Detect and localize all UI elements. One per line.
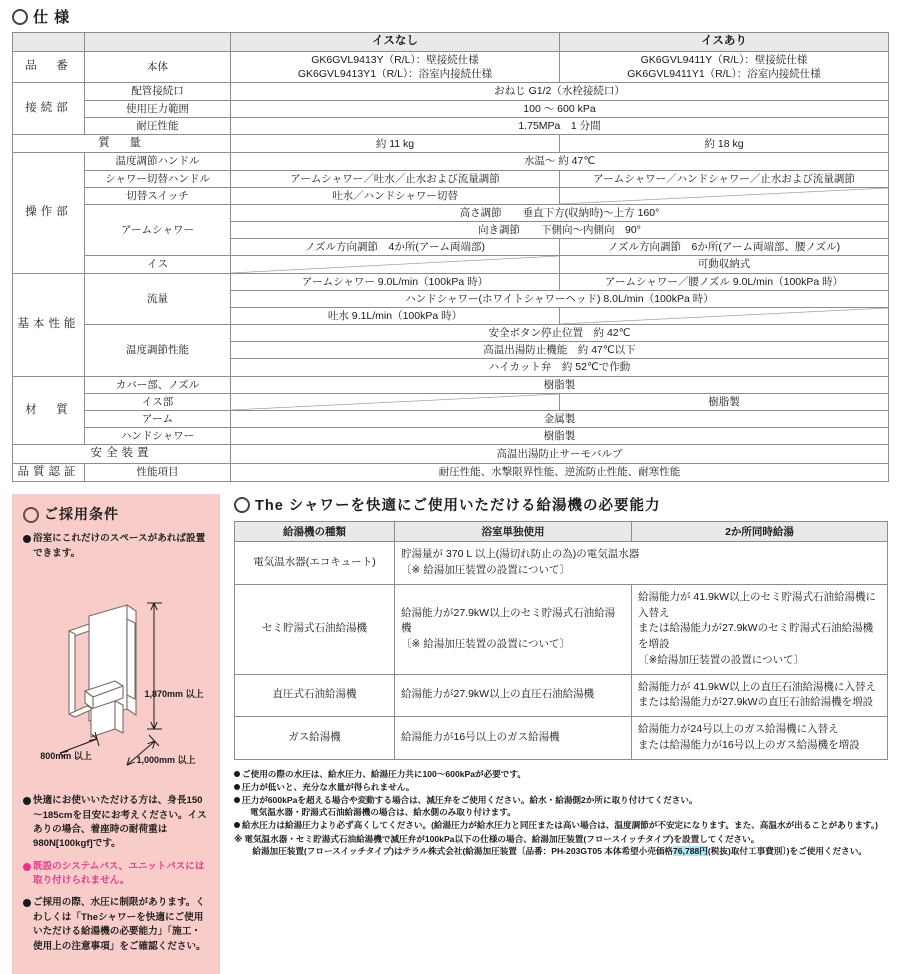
spec-row	[13, 393, 889, 410]
spec-value-both: 高さ調節 垂直下方(収納時)～上方 160°	[231, 204, 889, 221]
spec-row	[13, 204, 889, 221]
spec-header-blank2	[85, 33, 231, 52]
spec-major-label: 基本性能	[13, 273, 85, 376]
footnote-text: 圧力が600kPaを超える場合や変動する場合は、減圧弁をご使用ください。給水・給湯側2か所に取り付けてください。 電気温水器・貯湯式石油給湯機の場合は、給水側のみ取り付けます。	[242, 794, 888, 818]
bullet-icon	[234, 784, 240, 790]
spec-header-no-chair: イスなし	[231, 33, 560, 52]
spec-value-both: ハイカット弁 約 52℃で作動	[231, 359, 889, 376]
adoption-note-4	[23, 896, 209, 954]
capacity-section	[220, 494, 888, 858]
spec-table	[12, 32, 889, 482]
spec-minor-label: 切替スイッチ	[85, 187, 231, 204]
capacity-kind: ガス給湯機	[235, 717, 395, 760]
bottom-area	[0, 494, 900, 974]
bullet-icon-accent	[23, 863, 31, 871]
capacity-dual-use: 給湯能力が 41.9kW以上の直圧石油給湯機に入替え または給湯能力が27.9kWの直圧石油給湯機を増設	[632, 674, 888, 717]
spec-row	[13, 170, 889, 187]
spec-row	[13, 445, 889, 464]
capacity-row	[235, 717, 888, 760]
capacity-kind: 電気温水器(エコキュート)	[235, 542, 395, 585]
spec-value-no-chair: アームシャワー 9.0L/min（100kPa 時）	[231, 273, 560, 290]
footnote-item	[234, 833, 888, 857]
spec-value-with-chair: ノズル方向調節 6か所(アーム両端部、腰ノズル)	[560, 239, 889, 256]
dimension-depth: 1,000mm 以上	[136, 755, 196, 766]
footnote-subtext: 給湯加圧装置(フロースイッチタイプ)はテラル株式会社(給湯加圧装置〔品番：PH-203GT05 本体希望小売価格76,788円(税抜)取付工事費別〕)をご使用ください。	[252, 845, 867, 856]
spec-minor-label: シャワー切替ハンドル	[85, 170, 231, 187]
spec-major-label: 材 質	[13, 376, 85, 445]
spec-heading-label: 仕 様	[33, 9, 71, 26]
spec-value-with-chair: 樹脂製	[560, 393, 889, 410]
footnote-item	[234, 781, 888, 793]
capacity-dual-use: 給湯能力が24号以上のガス給湯機に入替え または給湯能力が16号以上のガス給湯機を増設	[632, 717, 888, 760]
spec-value-both: 向き調節 下側向～内側向 90°	[231, 222, 889, 239]
spec-value-both: 100 ～ 600 kPa	[231, 100, 889, 117]
installation-space-diagram	[23, 569, 209, 784]
spec-value-with-chair: アームシャワー／ハンドシャワー／止水および流量調節	[560, 170, 889, 187]
spec-value-with-chair: 約 18 kg	[560, 134, 889, 153]
spec-value-no-chair	[231, 256, 560, 273]
spec-row	[13, 376, 889, 393]
capacity-kind: セミ貯湯式石油給湯機	[235, 584, 395, 674]
capacity-single-use: 給湯能力が27.9kW以上の直圧石油給湯機	[395, 674, 632, 717]
footnote-text: 電気温水器・セミ貯湯式石油給湯機で減圧弁が100kPa以下の仕様の場合、給湯加圧装置(フロースイッチタイプ)を設置してください。 給湯加圧装置(フロースイッチタイプ)はテラル株式会社(給湯加圧装置〔品番：PH-203GT05 本体希望小売価格76,788円(税抜)取付工事費別〕)をご使用ください。	[244, 833, 888, 857]
bullet-icon	[234, 771, 240, 777]
double-circle-icon	[23, 507, 39, 523]
bullet-icon	[23, 535, 31, 543]
spec-value-both: 安全ボタン停止位置 約 42℃	[231, 325, 889, 342]
spec-value-no-chair: GK6GVL9413Y（R/L）：壁接続仕様 GK6GVL9413Y1（R/L）：浴室内接続仕様	[231, 52, 560, 83]
spec-row	[13, 463, 889, 482]
spec-minor-label: アーム	[85, 410, 231, 427]
spec-major-label: 接続部	[13, 83, 85, 135]
spec-minor-label: 使用圧力範囲	[85, 100, 231, 117]
capacity-col-dual: 2か所同時給湯	[632, 522, 888, 542]
spec-value-no-chair: アームシャワー／吐水／止水および流量調節	[231, 170, 560, 187]
dimension-height: 1,870mm 以上	[144, 689, 204, 700]
capacity-col-single: 浴室単独使用	[395, 522, 632, 542]
adoption-note-2	[23, 794, 209, 852]
spec-minor-label: 性能項目	[85, 463, 231, 482]
spec-value-both: 高温出湯防止サーモバルブ	[231, 445, 889, 464]
spec-row	[13, 117, 889, 134]
spec-value-both: 耐圧性能、水撃限界性能、逆流防止性能、耐寒性能	[231, 463, 889, 482]
spec-row	[13, 100, 889, 117]
spec-major-label: 操作部	[13, 153, 85, 273]
footnote-text: 給水圧力は給湯圧力より必ず高くしてください。(給湯圧力が給水圧力と同圧または高い場合は、温度調節が不安定になります。また、高温水が出ることがあります。)	[242, 820, 878, 831]
spec-value-no-chair: 約 11 kg	[231, 134, 560, 153]
spec-minor-label: 温度調節ハンドル	[85, 153, 231, 170]
spec-minor-label: 配管接続口	[85, 83, 231, 100]
capacity-row	[235, 542, 888, 585]
capacity-single-use: 給湯能力が16号以上のガス給湯機	[395, 717, 632, 760]
capacity-heading-label: The シャワーを快適にご使用いただける給湯機の必要能力	[255, 498, 661, 515]
spec-value-both: 樹脂製	[231, 376, 889, 393]
spec-minor-label: カバー部、ノズル	[85, 376, 231, 393]
spec-major-label: 安全装置	[13, 445, 231, 464]
spec-header-with-chair: イスあり	[560, 33, 889, 52]
spec-row	[13, 83, 889, 100]
spec-heading	[12, 6, 888, 27]
bullet-icon	[23, 899, 31, 907]
spec-value-with-chair	[560, 307, 889, 324]
spec-row	[13, 428, 889, 445]
capacity-body	[235, 542, 888, 759]
spec-minor-label: アームシャワー	[85, 204, 231, 256]
footnote-text: ご使用の際の水圧は、給水圧力、給湯圧力共に100～600kPaが必要です。	[242, 768, 526, 779]
spec-value-both: 金属製	[231, 410, 889, 427]
capacity-row	[235, 584, 888, 674]
capacity-table	[234, 521, 888, 759]
spec-row	[13, 153, 889, 170]
spec-value-no-chair: ノズル方向調節 4か所(アーム両端部)	[231, 239, 560, 256]
footnote-text: 圧力が低いと、充分な水量が得られません。	[242, 781, 415, 792]
bullet-icon	[234, 822, 240, 828]
capacity-single-use: 給湯能力が27.9kW以上のセミ貯湯式石油給湯機 〔※ 給湯加圧装置の設置について〕	[395, 584, 632, 674]
adoption-note-1-text: 浴室にこれだけのスペースがあれば設置できます。	[33, 533, 206, 559]
spec-row	[13, 410, 889, 427]
asterisk-icon: ※	[234, 833, 243, 844]
spec-value-both: 1.75MPa 1 分間	[231, 117, 889, 134]
spec-value-with-chair: GK6GVL9411Y（R/L）：壁接続仕様 GK6GVL9411Y1（R/L）：浴室内接続仕様	[560, 52, 889, 83]
capacity-header-row	[235, 522, 888, 542]
spec-row	[13, 187, 889, 204]
spec-row	[13, 256, 889, 273]
footnote-subtext: 電気温水器・貯湯式石油給湯機の場合は、給水側のみ取り付けます。	[250, 807, 516, 818]
spec-header-row	[13, 33, 889, 52]
spec-value-no-chair: 吐水／ハンドシャワー切替	[231, 187, 560, 204]
spec-major-label: 質 量	[13, 134, 231, 153]
adoption-note-3	[23, 860, 209, 889]
footnote-item	[234, 768, 888, 780]
spec-minor-label: イス	[85, 256, 231, 273]
capacity-single-use: 貯湯量が 370 L 以上(湯切れ防止の為)の電気温水器 〔※ 給湯加圧装置の設置について〕	[395, 542, 888, 585]
spec-row	[13, 325, 889, 342]
spec-value-both: 樹脂製	[231, 428, 889, 445]
spec-row	[13, 134, 889, 153]
footnote-item	[234, 794, 888, 818]
adoption-note-2-text: 快適にお使いいただける方は、身長150～185cmを目安にお考えください。イスありの場合、着座時の耐荷重は980N[100kgf]です。	[33, 795, 207, 850]
adoption-panel	[12, 494, 220, 974]
spec-major-label: 品 番	[13, 52, 85, 83]
adoption-note-4-text: ご採用の際、水圧に制限があります。くわしくは「Theシャワーを快適にご使用いただける給湯機の必要能力」「施工・使用上の注意事項」をご確認ください。	[33, 897, 206, 952]
adoption-heading-label: ご採用条件	[44, 506, 119, 523]
adoption-note-1	[23, 532, 209, 561]
dimension-width: 800mm 以上	[40, 751, 92, 762]
price-highlight: 76,788円	[673, 845, 708, 856]
spec-value-both: 高温出湯防止機能 約 47℃以下	[231, 342, 889, 359]
spec-value-both: おねじ G1/2（水栓接続口）	[231, 83, 889, 100]
spec-row	[13, 52, 889, 83]
capacity-dual-use: 給湯能力が 41.9kW以上のセミ貯湯式石油給湯機に入替え または給湯能力が27.9kWのセミ貯湯式石油給湯機を増設 〔※給湯加圧装置の設置について〕	[632, 584, 888, 674]
spec-body	[13, 52, 889, 482]
spec-value-with-chair	[560, 187, 889, 204]
bullet-icon	[234, 797, 240, 803]
spec-minor-label: 流量	[85, 273, 231, 325]
footnote-item	[234, 819, 888, 831]
spec-value-both: ハンドシャワー(ホワイトシャワーヘッド) 8.0L/min（100kPa 時）	[231, 290, 889, 307]
footnote-list	[234, 768, 888, 857]
spec-value-with-chair: アームシャワー／腰ノズル 9.0L/min（100kPa 時）	[560, 273, 889, 290]
capacity-kind: 直圧式石油給湯機	[235, 674, 395, 717]
capacity-col-kind: 給湯機の種類	[235, 522, 395, 542]
spec-major-label: 品質認証	[13, 463, 85, 482]
spec-value-both: 水温～ 約 47℃	[231, 153, 889, 170]
spec-value-with-chair: 可動収納式	[560, 256, 889, 273]
spec-minor-label: 耐圧性能	[85, 117, 231, 134]
spec-minor-label: ハンドシャワー	[85, 428, 231, 445]
adoption-heading	[23, 504, 209, 525]
spec-minor-label: 本体	[85, 52, 231, 83]
bullet-icon	[23, 797, 31, 805]
double-circle-icon	[234, 497, 250, 513]
spec-section	[0, 0, 900, 482]
spec-header-blank1	[13, 33, 85, 52]
spec-row	[13, 273, 889, 290]
capacity-heading	[234, 494, 888, 515]
adoption-note-3-text: 既設のシステムバス、ユニットバスには取り付けられません。	[33, 860, 205, 887]
spec-minor-label: イス部	[85, 393, 231, 410]
spec-minor-label: 温度調節性能	[85, 325, 231, 377]
double-circle-icon	[12, 9, 28, 25]
spec-value-no-chair	[231, 393, 560, 410]
capacity-row	[235, 674, 888, 717]
spec-value-no-chair: 吐水 9.1L/min（100kPa 時）	[231, 307, 560, 324]
